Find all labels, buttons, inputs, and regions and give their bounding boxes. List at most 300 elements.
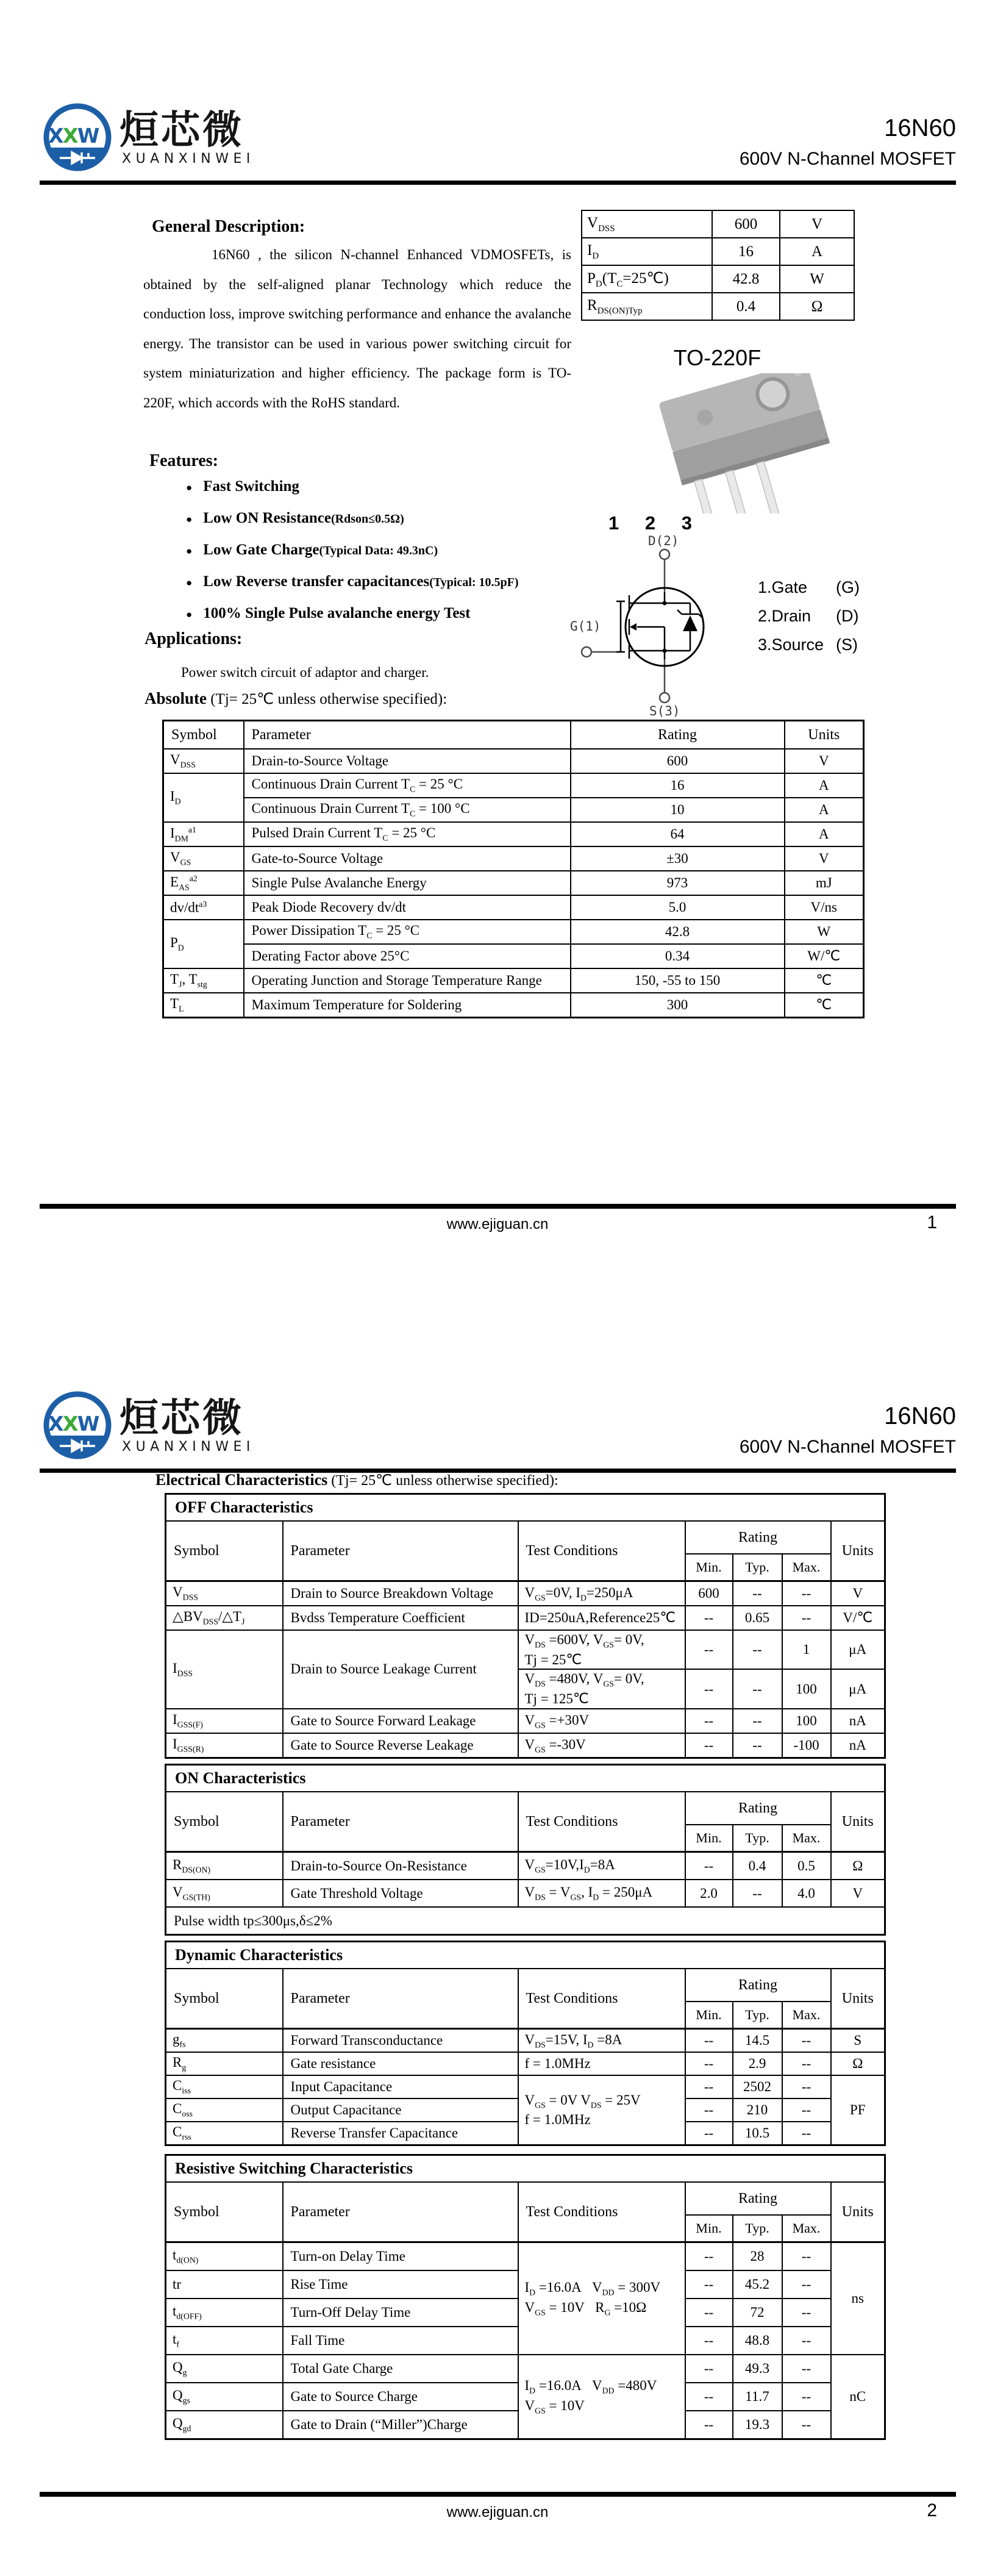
bullet-icon: ●	[186, 545, 193, 557]
table-cell: 10.5	[733, 2122, 782, 2145]
table-row	[166, 2242, 885, 2271]
applications-title: Applications:	[144, 629, 243, 648]
summary-ratings-table	[581, 210, 855, 321]
table-cell: V	[831, 1581, 885, 1606]
table-row	[163, 944, 864, 968]
table-cell: nA	[831, 1733, 885, 1758]
table-cell: --	[685, 2327, 733, 2355]
column-header: Typ.	[733, 2002, 782, 2029]
column-header: Test Conditions	[518, 1969, 685, 2029]
feature-item: ● Low ON Resistance (Rdson≤0.5Ω)	[186, 510, 404, 526]
table-cell: Pulse width tp≤300μs,δ≤2%	[166, 1907, 885, 1935]
table-cell: 16	[712, 238, 780, 265]
table-cell: Ω	[831, 1852, 885, 1880]
table-cell: 600	[571, 749, 785, 773]
feature-item: ● 100% Single Pulse avalanche energy Test	[186, 605, 471, 621]
table-row	[166, 2029, 885, 2053]
table-cell: $V_{DS} =480V$, $V_{GS}= 0V$, Tj = 125℃	[518, 1669, 685, 1708]
table-cell: Operating Junction and Storage Temperature Range	[244, 968, 571, 993]
table-cell: V	[780, 210, 854, 238]
table-row	[166, 1907, 885, 1935]
table-cell: $V_{DSS}$	[582, 210, 712, 238]
table-cell: $T_J$, $T_{stg}$	[163, 968, 244, 993]
column-header: Rating	[571, 721, 785, 750]
table-cell: PF	[831, 2075, 885, 2145]
table-row	[163, 993, 864, 1018]
dynamic-characteristics-table	[165, 1941, 886, 2146]
footer-website: www.ejiguan.cn	[446, 1216, 549, 1233]
company-logo-icon	[41, 101, 113, 176]
page-number: 1	[927, 1212, 937, 1233]
table-cell: Fall Time	[283, 2327, 518, 2355]
table-cell: Derating Factor above 25°C	[244, 944, 571, 968]
svg-text:W: W	[77, 1412, 100, 1436]
table-row	[166, 2355, 885, 2383]
column-header: Test Conditions	[518, 1792, 685, 1852]
column-header: Parameter	[244, 721, 571, 750]
column-header: Max.	[782, 2002, 831, 2029]
table-cell: --	[685, 1669, 733, 1708]
table-cell: nC	[831, 2355, 885, 2439]
resistive-switching-body	[166, 2242, 885, 2439]
header-divider	[40, 181, 956, 185]
table-cell: --	[733, 1630, 782, 1669]
table-cell: --	[782, 2122, 831, 2145]
table-cell: -100	[782, 1733, 831, 1758]
table-cell: 100	[782, 1669, 831, 1708]
table-cell: 28	[733, 2242, 782, 2271]
table-cell: $t_{d(ON)}$	[166, 2242, 283, 2271]
table-cell: --	[685, 2270, 733, 2299]
table-cell: 10	[571, 798, 785, 822]
section-row	[166, 2155, 885, 2183]
legend-item	[758, 635, 860, 664]
table-cell: 45.2	[733, 2270, 782, 2299]
table-cell: 11.7	[733, 2383, 782, 2411]
table-row	[166, 1630, 885, 1669]
table-cell: 49.3	[733, 2355, 782, 2383]
table-cell: Single Pulse Avalanche Energy	[244, 871, 571, 895]
table-cell: --	[782, 2052, 831, 2075]
table-cell: $I_D =16.0A$ $V_{DD} =480V$ $V_{GS} = 10V$	[518, 2355, 685, 2439]
table-cell: --	[685, 2411, 733, 2439]
table-cell: Input Capacitance	[283, 2075, 518, 2098]
legend-pin-name: 3.Source	[758, 635, 824, 654]
table-cell: 2.0	[685, 1880, 733, 1907]
table-row	[166, 2052, 885, 2075]
table-cell: $dv/dt^{a3}$	[163, 895, 244, 920]
legend-pin-code: (D)	[836, 607, 859, 625]
table-cell: Turn-on Delay Time	[283, 2242, 518, 2271]
table-cell: 4.0	[782, 1880, 831, 1907]
table-cell: mJ	[785, 871, 864, 895]
table-cell: $V_{GS} =+30V$	[518, 1709, 685, 1733]
table-cell: --	[685, 2052, 733, 2075]
table-cell: $g_{fs}$	[166, 2029, 283, 2053]
part-subtitle: 600V N-Channel MOSFET	[739, 1437, 956, 1457]
svg-text:X: X	[63, 124, 79, 148]
table-cell: μA	[831, 1669, 885, 1708]
table-cell: $E_{AS}^{a2}$	[163, 871, 244, 895]
part-number: 16N60	[884, 1403, 956, 1429]
table-cell: $I_{DM}^{a1}$	[163, 822, 244, 846]
table-cell: Continuous Drain Current $T_C = 25$ °C	[244, 773, 571, 798]
datasheet-page-2	[0, 1288, 995, 2576]
dynamic-characteristics-body	[166, 2029, 885, 2145]
column-header: Test Conditions	[518, 2182, 685, 2242]
table-cell: Output Capacitance	[283, 2098, 518, 2122]
table-cell: W	[780, 265, 854, 293]
table-cell: A	[780, 238, 854, 265]
table-cell: ±30	[571, 846, 785, 871]
table-cell: --	[782, 2411, 831, 2439]
resistive-switching-table	[165, 2154, 886, 2440]
table-cell: $V_{GS} = 0V$ $V_{DS} = 25V$ f = 1.0MHz	[518, 2075, 685, 2145]
column-header: Units	[831, 1521, 885, 1581]
part-subtitle: 600V N-Channel MOSFET	[739, 149, 956, 169]
company-logo-icon	[41, 1389, 113, 1464]
column-header: Symbol	[166, 1969, 283, 2029]
table-cell: μA	[831, 1630, 885, 1669]
table-cell: 42.8	[712, 265, 780, 293]
table-cell: Drain-to-Source Voltage	[244, 749, 571, 773]
legend-pin-name: 1.Gate	[758, 578, 808, 596]
source-pin-label: S(3)	[649, 704, 680, 717]
table-cell: $I_D =16.0A$ $V_{DD} = 300V$ $V_{GS} = 10V$ $R_G =10\Omega$	[518, 2242, 685, 2355]
table-cell: V	[785, 846, 864, 871]
table-row	[166, 1606, 885, 1630]
table-cell: 100	[782, 1709, 831, 1733]
table-cell: $t_{d(OFF)}$	[166, 2299, 283, 2327]
legend-item	[758, 578, 860, 607]
table-cell: $V_{DSS}$	[163, 749, 244, 773]
table-cell: 0.4	[733, 1852, 782, 1880]
table-cell: $I_{GSS(R)}$	[166, 1733, 283, 1758]
bullet-icon: ●	[186, 609, 193, 620]
page-number: 2	[927, 2500, 937, 2521]
table-cell: ℃	[785, 993, 864, 1018]
table-row	[166, 1880, 885, 1907]
brand-name-chinese: 烜芯微	[119, 1396, 244, 1441]
table-cell: 150, -55 to 150	[571, 968, 785, 993]
table-cell: $V_{GS} =-30V$	[518, 1733, 685, 1758]
column-header: Max.	[782, 1554, 831, 1581]
table-cell: 5.0	[571, 895, 785, 920]
table-cell: --	[685, 1733, 733, 1758]
table-cell: S	[831, 2029, 885, 2053]
table-row	[163, 846, 864, 871]
table-cell: --	[782, 2075, 831, 2098]
table-header-row	[166, 2182, 885, 2215]
table-cell: --	[733, 1880, 782, 1907]
column-header: Units	[831, 1792, 885, 1852]
applications-body: Power switch circuit of adaptor and charger.	[181, 665, 429, 680]
column-header: Parameter	[283, 1521, 518, 1581]
table-cell: --	[782, 2383, 831, 2411]
legend-item	[758, 607, 860, 635]
table-cell: Gate to Drain (“Miller”)Charge	[283, 2411, 518, 2439]
absolute-ratings-body	[163, 749, 864, 1018]
column-header: Symbol	[166, 1521, 283, 1581]
table-header-row	[166, 1969, 885, 2002]
bullet-icon: ●	[186, 482, 193, 493]
column-header: Typ.	[733, 1554, 782, 1581]
table-row	[163, 920, 864, 944]
table-cell: --	[685, 2242, 733, 2271]
svg-text:X: X	[63, 1412, 79, 1436]
table-cell: --	[782, 2270, 831, 2299]
on-characteristics-body	[166, 1852, 885, 1935]
table-cell: Drain-to-Source On-Resistance	[283, 1852, 518, 1880]
table-cell: 19.3	[733, 2411, 782, 2439]
table-cell: --	[782, 2355, 831, 2383]
table-row	[166, 1852, 885, 1880]
table-cell: 600	[712, 210, 780, 238]
table-cell: --	[685, 1606, 733, 1630]
column-header: Rating	[685, 1521, 831, 1554]
table-cell: $\triangle BV_{DSS}/\triangle T_J$	[166, 1606, 283, 1630]
section-row	[166, 1494, 885, 1522]
table-cell: 973	[571, 871, 785, 895]
column-header: Typ.	[733, 1825, 782, 1852]
table-cell: $Q_{gd}$	[166, 2411, 283, 2439]
brand-name-chinese: 烜芯微	[119, 108, 244, 153]
table-cell: 600	[685, 1581, 733, 1606]
table-cell: Ω	[780, 293, 854, 320]
table-cell: $I_{GSS(F)}$	[166, 1709, 283, 1733]
table-cell: $I_D$	[163, 773, 244, 822]
table-cell: Turn-Off Delay Time	[283, 2299, 518, 2327]
package-name: TO-220F	[673, 345, 761, 370]
table-cell: $T_L$	[163, 993, 244, 1018]
table-cell: $V_{DS}=15V$, $I_D =8A$	[518, 2029, 685, 2053]
package-pin-numbers: 1 2 3	[608, 512, 702, 534]
table-cell: 2.9	[733, 2052, 782, 2075]
table-cell: Peak Diode Recovery dv/dt	[244, 895, 571, 920]
table-cell: A	[785, 798, 864, 822]
table-cell: $Q_{gs}$	[166, 2383, 283, 2411]
table-cell: Drain to Source Leakage Current	[283, 1630, 518, 1709]
table-cell: --	[685, 1630, 733, 1669]
general-description-title: General Description:	[152, 217, 305, 236]
table-row	[166, 1581, 885, 1606]
bullet-icon: ●	[186, 577, 193, 589]
column-header: Units	[785, 721, 864, 750]
table-cell: --	[685, 2383, 733, 2411]
table-cell: Reverse Transfer Capacitance	[283, 2122, 518, 2145]
features-title: Features:	[149, 451, 218, 470]
table-row	[166, 1733, 885, 1758]
table-cell: $R_{DS(ON)Typ}$	[582, 293, 712, 320]
table-cell: Gate to Source Reverse Leakage	[283, 1733, 518, 1758]
table-cell: 0.34	[571, 944, 785, 968]
package-image	[601, 373, 863, 513]
pin-legend	[758, 578, 860, 664]
table-cell: Gate Threshold Voltage	[283, 1880, 518, 1907]
table-cell: --	[782, 1606, 831, 1630]
table-cell: $V_{DS} =600V$, $V_{GS}= 0V$, Tj = 25℃	[518, 1630, 685, 1669]
column-header: Units	[831, 2182, 885, 2242]
footer-divider	[40, 2492, 956, 2497]
table-cell: A	[785, 773, 864, 798]
table-row	[163, 798, 864, 822]
column-header: Symbol	[163, 721, 244, 750]
table-cell: W/℃	[785, 944, 864, 968]
table-cell: Rise Time	[283, 2270, 518, 2299]
table-cell: --	[685, 2355, 733, 2383]
table-cell: nA	[831, 1709, 885, 1733]
off-characteristics-body	[166, 1581, 885, 1758]
section-row	[166, 1765, 885, 1792]
gate-pin-label: G(1)	[570, 619, 601, 634]
table-row	[163, 895, 864, 920]
table-cell: f = 1.0MHz	[518, 2052, 685, 2075]
table-cell: 14.5	[733, 2029, 782, 2053]
column-header: Min.	[685, 1825, 733, 1852]
table-cell: Ω	[831, 2052, 885, 2075]
table-cell: $I_D$	[582, 238, 712, 265]
general-description-section	[143, 217, 571, 418]
table-row	[582, 210, 854, 238]
table-cell: Total Gate Charge	[283, 2355, 518, 2383]
features-list	[149, 478, 585, 637]
section-title: OFF Characteristics	[166, 1494, 885, 1522]
table-cell: W	[785, 920, 864, 944]
column-header: Min.	[685, 2002, 733, 2029]
column-header: Max.	[782, 2215, 831, 2242]
legend-pin-name: 2.Drain	[758, 607, 811, 625]
table-cell: $t_f$	[166, 2327, 283, 2355]
table-cell: $P_D$	[163, 920, 244, 968]
table-cell: --	[733, 1669, 782, 1708]
off-characteristics-table	[165, 1493, 886, 1759]
footer-divider	[40, 1204, 956, 1209]
table-cell: Gate resistance	[283, 2052, 518, 2075]
svg-text:X: X	[48, 124, 64, 148]
table-cell: 0.4	[712, 293, 780, 320]
table-cell: $V_{GS}$	[163, 846, 244, 871]
table-cell: 48.8	[733, 2327, 782, 2355]
table-cell: tr	[166, 2270, 283, 2299]
table-cell: 72	[733, 2299, 782, 2327]
table-cell: Bvdss Temperature Coefficient	[283, 1606, 518, 1630]
table-row	[166, 1709, 885, 1733]
table-row	[163, 822, 864, 846]
column-header: Typ.	[733, 2215, 782, 2242]
table-cell: Continuous Drain Current $T_C = 100$ °C	[244, 798, 571, 822]
table-cell: --	[782, 2299, 831, 2327]
mosfet-symbol-diagram	[570, 534, 753, 717]
table-row	[582, 238, 854, 265]
table-cell: --	[685, 1709, 733, 1733]
footer-website: www.ejiguan.cn	[446, 2504, 549, 2521]
table-cell: $V_{DS} = V_{GS}$, $I_D = 250\mu A$	[518, 1880, 685, 1907]
table-cell: --	[782, 2327, 831, 2355]
table-cell: ℃	[785, 968, 864, 993]
table-cell: 1	[782, 1630, 831, 1669]
table-cell: ns	[831, 2242, 885, 2355]
table-cell: V/℃	[831, 1606, 885, 1630]
table-cell: 2502	[733, 2075, 782, 2098]
table-header-row	[166, 1521, 885, 1554]
table-cell: --	[685, 1852, 733, 1880]
legend-pin-code: (G)	[836, 578, 860, 596]
column-header: Parameter	[283, 1969, 518, 2029]
features-section	[149, 451, 585, 637]
table-cell: V/ns	[785, 895, 864, 920]
table-cell: $V_{GS(TH)}$	[166, 1880, 283, 1907]
table-header-row	[163, 721, 864, 750]
table-row	[166, 2075, 885, 2098]
legend-pin-code: (S)	[836, 635, 858, 654]
brand-name-english: XUANXINWEI	[122, 151, 255, 166]
column-header: Rating	[685, 2182, 831, 2215]
table-cell: Pulsed Drain Current $T_C = 25$ °C	[244, 822, 571, 846]
table-cell: $V_{GS}=0V$, $I_D=250\mu A$	[518, 1581, 685, 1606]
table-cell: --	[685, 2029, 733, 2053]
table-cell: --	[685, 2122, 733, 2145]
section-row	[166, 1942, 885, 1969]
table-cell: Forward Transconductance	[283, 2029, 518, 2053]
column-header: Min.	[685, 1554, 733, 1581]
table-cell: 64	[571, 822, 785, 846]
table-cell: --	[733, 1733, 782, 1758]
table-cell: ID=250uA,Reference25℃	[518, 1606, 685, 1630]
table-cell: 42.8	[571, 920, 785, 944]
bullet-icon: ●	[186, 513, 193, 525]
table-cell: 0.65	[733, 1606, 782, 1630]
table-cell: 300	[571, 993, 785, 1018]
table-row	[163, 968, 864, 993]
table-cell: --	[685, 2098, 733, 2122]
brand-name-english: XUANXINWEI	[122, 1439, 255, 1454]
table-cell: 0.5	[782, 1852, 831, 1880]
table-cell: V	[831, 1880, 885, 1907]
part-number: 16N60	[884, 115, 956, 141]
table-cell: Drain to Source Breakdown Voltage	[283, 1581, 518, 1606]
table-row	[163, 773, 864, 798]
absolute-ratings-title: Absolute (Tj= 25℃ unless otherwise specified):	[144, 689, 448, 707]
table-cell: --	[782, 2242, 831, 2271]
column-header: Symbol	[166, 1792, 283, 1852]
table-cell: $Q_g$	[166, 2355, 283, 2383]
table-header-row	[166, 1792, 885, 1825]
table-cell: --	[685, 2299, 733, 2327]
section-title: ON Characteristics	[166, 1765, 885, 1792]
table-cell: --	[685, 2075, 733, 2098]
feature-item: ● Fast Switching	[186, 478, 299, 495]
table-row	[582, 265, 854, 293]
table-cell: --	[733, 1709, 782, 1733]
table-cell: $R_g$	[166, 2052, 283, 2075]
svg-text:W: W	[77, 124, 100, 148]
table-row	[163, 749, 864, 773]
table-cell: $P_D(T_C=25℃)$	[582, 265, 712, 293]
table-cell: $C_{oss}$	[166, 2098, 283, 2122]
on-characteristics-table	[165, 1764, 886, 1936]
table-cell: $V_{DSS}$	[166, 1581, 283, 1606]
table-cell: $I_{DSS}$	[166, 1630, 283, 1709]
feature-item: ● Low Reverse transfer capacitances (Typical: 10.5pF)	[186, 573, 519, 590]
table-cell: Gate-to-Source Voltage	[244, 846, 571, 871]
electrical-characteristics-title: Electrical Characteristics (Tj= 25℃ unless otherwise specified):	[155, 1471, 558, 1489]
table-cell: A	[785, 822, 864, 846]
table-cell: $R_{DS(ON)}$	[166, 1852, 283, 1880]
table-cell: V	[785, 749, 864, 773]
drain-pin-label: D(2)	[648, 534, 679, 548]
svg-text:X: X	[48, 1412, 64, 1436]
column-header: Rating	[685, 1969, 831, 2002]
